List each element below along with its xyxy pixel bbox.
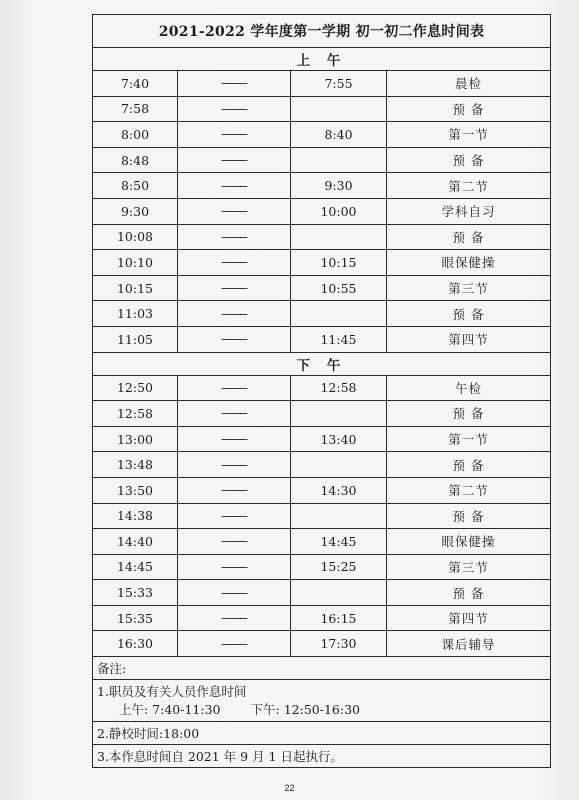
range-dash-cell: ———— xyxy=(178,250,291,276)
end-time-cell: 14:45 xyxy=(291,529,387,555)
end-time-cell xyxy=(291,452,387,478)
schedule-row xyxy=(93,71,551,97)
schedule-row xyxy=(93,147,551,173)
range-dash-cell: ———— xyxy=(178,605,291,631)
activity-cell: 第一节 xyxy=(387,426,551,452)
schedule-row xyxy=(93,326,551,352)
start-time-cell: 14:40 xyxy=(93,529,178,555)
end-time-cell: 10:00 xyxy=(291,198,387,224)
activity-cell: 预 备 xyxy=(387,224,551,250)
activity-cell: 预 备 xyxy=(387,401,551,427)
schedule-row xyxy=(93,503,551,529)
end-time-cell: 17:30 xyxy=(291,631,387,657)
activity-cell: 第三节 xyxy=(387,554,551,580)
activity-cell: 课后辅导 xyxy=(387,631,551,657)
schedule-row xyxy=(93,375,551,401)
end-time-cell xyxy=(291,224,387,250)
note-staff-hours-title: 1.职员及有关人员作息时间 xyxy=(97,684,247,700)
schedule-row xyxy=(93,452,551,478)
schedule-row xyxy=(93,250,551,276)
end-time-cell xyxy=(291,147,387,173)
activity-cell: 第一节 xyxy=(387,122,551,148)
end-time-cell xyxy=(291,503,387,529)
start-time-cell: 12:50 xyxy=(93,375,178,401)
range-dash-cell: ———— xyxy=(178,529,291,555)
start-time-cell: 15:33 xyxy=(93,580,178,606)
activity-cell: 第二节 xyxy=(387,477,551,503)
range-dash-cell: ———— xyxy=(178,173,291,199)
note-campus-closing: 2.静校时间:18:00 xyxy=(93,722,551,745)
range-dash-cell: ———— xyxy=(178,224,291,250)
start-time-cell: 15:35 xyxy=(93,605,178,631)
activity-cell: 第四节 xyxy=(387,326,551,352)
end-time-cell: 8:40 xyxy=(291,122,387,148)
schedule-row xyxy=(93,122,551,148)
note-staff-hours-morning: 上午: 7:40-11:30 xyxy=(119,702,221,718)
end-time-cell xyxy=(291,96,387,122)
page-number: 22 xyxy=(284,783,295,793)
start-time-cell: 7:58 xyxy=(93,96,178,122)
start-time-cell: 13:48 xyxy=(93,452,178,478)
activity-cell: 预 备 xyxy=(387,301,551,327)
range-dash-cell: ———— xyxy=(178,375,291,401)
activity-cell: 眼保健操 xyxy=(387,529,551,555)
activity-cell: 眼保健操 xyxy=(387,250,551,276)
start-time-cell: 10:08 xyxy=(93,224,178,250)
end-time-cell xyxy=(291,301,387,327)
note-staff-hours-afternoon: 下午: 12:50-16:30 xyxy=(250,702,360,718)
schedule-row xyxy=(93,275,551,301)
schedule-row xyxy=(93,401,551,427)
schedule-row xyxy=(93,198,551,224)
page-title: 2021-2022 学年度第一学期 初一初二作息时间表 xyxy=(93,15,551,48)
range-dash-cell: ———— xyxy=(178,477,291,503)
activity-cell: 第二节 xyxy=(387,173,551,199)
end-time-cell: 13:40 xyxy=(291,426,387,452)
range-dash-cell: ———— xyxy=(178,147,291,173)
start-time-cell: 8:48 xyxy=(93,147,178,173)
schedule-row xyxy=(93,301,551,327)
note-staff-hours xyxy=(93,680,551,722)
end-time-cell: 12:58 xyxy=(291,375,387,401)
end-time-cell: 10:15 xyxy=(291,250,387,276)
notes-heading: 备注: xyxy=(93,657,551,680)
schedule-row xyxy=(93,224,551,250)
schedule-row xyxy=(93,477,551,503)
end-time-cell: 11:45 xyxy=(291,326,387,352)
schedule-row xyxy=(93,529,551,555)
activity-cell: 第四节 xyxy=(387,605,551,631)
range-dash-cell: ———— xyxy=(178,301,291,327)
start-time-cell: 13:50 xyxy=(93,477,178,503)
schedule-row xyxy=(93,173,551,199)
range-dash-cell: ———— xyxy=(178,96,291,122)
start-time-cell: 8:00 xyxy=(93,122,178,148)
start-time-cell: 12:58 xyxy=(93,401,178,427)
range-dash-cell: ———— xyxy=(178,580,291,606)
end-time-cell: 9:30 xyxy=(291,173,387,199)
range-dash-cell: ———— xyxy=(178,71,291,97)
schedule-row xyxy=(93,96,551,122)
activity-cell: 晨检 xyxy=(387,71,551,97)
range-dash-cell: ———— xyxy=(178,554,291,580)
range-dash-cell: ———— xyxy=(178,122,291,148)
end-time-cell: 15:25 xyxy=(291,554,387,580)
start-time-cell: 11:05 xyxy=(93,326,178,352)
start-time-cell: 9:30 xyxy=(93,198,178,224)
start-time-cell: 14:38 xyxy=(93,503,178,529)
activity-cell: 学科自习 xyxy=(387,198,551,224)
start-time-cell: 10:10 xyxy=(93,250,178,276)
schedule-row xyxy=(93,426,551,452)
section-heading-afternoon: 下 午 xyxy=(93,352,551,375)
range-dash-cell: ———— xyxy=(178,631,291,657)
start-time-cell: 10:15 xyxy=(93,275,178,301)
activity-cell: 预 备 xyxy=(387,503,551,529)
range-dash-cell: ———— xyxy=(178,326,291,352)
schedule-row xyxy=(93,554,551,580)
activity-cell: 午检 xyxy=(387,375,551,401)
activity-cell: 预 备 xyxy=(387,147,551,173)
start-time-cell: 7:40 xyxy=(93,71,178,97)
end-time-cell: 16:15 xyxy=(291,605,387,631)
schedule-row xyxy=(93,580,551,606)
activity-cell: 第三节 xyxy=(387,275,551,301)
activity-cell: 预 备 xyxy=(387,452,551,478)
start-time-cell: 11:03 xyxy=(93,301,178,327)
activity-cell: 预 备 xyxy=(387,580,551,606)
range-dash-cell: ———— xyxy=(178,503,291,529)
activity-cell: 预 备 xyxy=(387,96,551,122)
start-time-cell: 13:00 xyxy=(93,426,178,452)
end-time-cell: 7:55 xyxy=(291,71,387,97)
schedule-table xyxy=(92,14,551,768)
schedule-row xyxy=(93,631,551,657)
schedule-row xyxy=(93,605,551,631)
range-dash-cell: ———— xyxy=(178,426,291,452)
range-dash-cell: ———— xyxy=(178,198,291,224)
range-dash-cell: ———— xyxy=(178,401,291,427)
end-time-cell: 14:30 xyxy=(291,477,387,503)
end-time-cell xyxy=(291,580,387,606)
start-time-cell: 8:50 xyxy=(93,173,178,199)
range-dash-cell: ———— xyxy=(178,452,291,478)
section-heading-morning: 上 午 xyxy=(93,48,551,71)
start-time-cell: 14:45 xyxy=(93,554,178,580)
note-effective-date: 3.本作息时间自 2021 年 9 月 1 日起执行。 xyxy=(93,745,551,768)
end-time-cell: 10:55 xyxy=(291,275,387,301)
end-time-cell xyxy=(291,401,387,427)
range-dash-cell: ———— xyxy=(178,275,291,301)
start-time-cell: 16:30 xyxy=(93,631,178,657)
